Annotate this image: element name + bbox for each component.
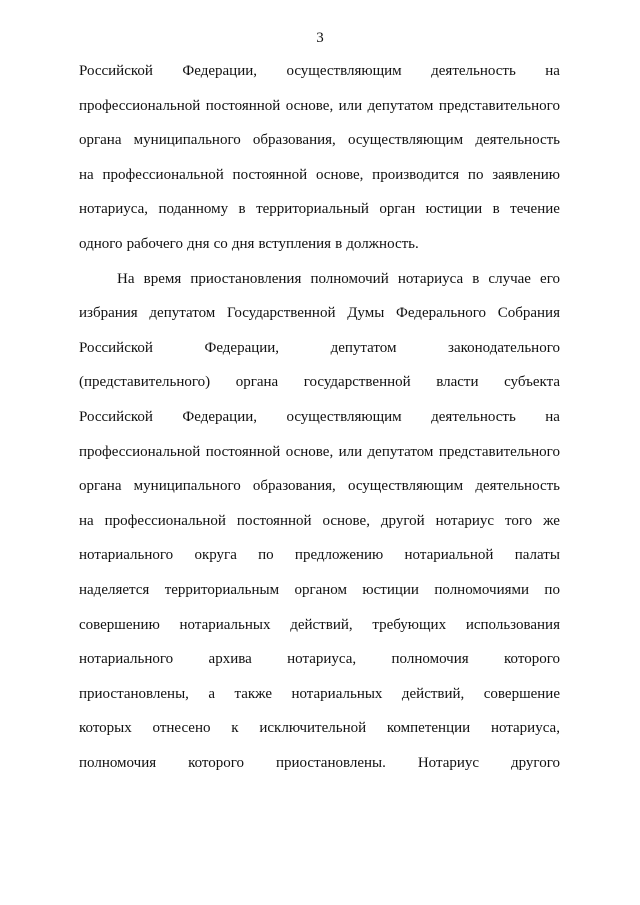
- word: постоянной: [205, 97, 281, 114]
- word: Российской: [79, 408, 153, 425]
- word: которых: [79, 720, 132, 737]
- word: осуществляющим: [347, 132, 464, 149]
- word: юстиции: [362, 581, 419, 598]
- text-line: [79, 577, 560, 612]
- word: муниципального: [133, 478, 241, 495]
- word: по: [258, 547, 274, 564]
- word: в: [335, 235, 343, 252]
- paragraph: [79, 266, 560, 785]
- word: одного: [79, 235, 123, 252]
- word: территориальным: [164, 581, 280, 598]
- word: в: [238, 201, 246, 218]
- word: или: [338, 443, 363, 460]
- word: Федерации,: [204, 339, 280, 356]
- word: власти: [436, 374, 479, 391]
- word: депутатом: [149, 305, 216, 322]
- word: Федерации,: [182, 63, 257, 79]
- word: образования,: [252, 132, 336, 149]
- word: нотариального: [79, 651, 174, 668]
- text-line: [79, 715, 560, 750]
- word: избрания: [79, 305, 138, 322]
- word: а: [208, 685, 216, 702]
- word: или: [338, 97, 363, 114]
- word: Нотариус: [417, 754, 480, 771]
- word: основе,: [315, 166, 364, 183]
- word: нотариуса,: [287, 651, 357, 668]
- word: должность.: [346, 235, 419, 252]
- word: полномочий: [310, 270, 389, 287]
- word: приостановлены,: [79, 685, 189, 702]
- word: депутатом: [367, 97, 434, 114]
- word: дня: [187, 235, 210, 252]
- word: постоянной: [205, 443, 281, 460]
- word: нотариус: [435, 512, 495, 529]
- text-line: [79, 58, 560, 93]
- word: осуществляющим: [347, 478, 464, 495]
- word: нотариуса,: [490, 720, 560, 737]
- word: наделяется: [79, 581, 150, 598]
- word: нотариальных: [179, 616, 271, 633]
- word: депутатом: [367, 443, 434, 460]
- word: время: [143, 270, 182, 287]
- text-line: [79, 231, 560, 266]
- document-body: [79, 58, 560, 784]
- word: приостановления: [190, 270, 302, 287]
- text-line: [79, 127, 560, 162]
- text-line: [79, 542, 560, 577]
- word: деятельность: [431, 408, 516, 425]
- word: совершению: [79, 616, 160, 633]
- text-line: [79, 335, 560, 370]
- word: осуществляющим: [286, 408, 402, 425]
- word: на: [545, 63, 560, 79]
- word: образования,: [252, 478, 336, 495]
- word: также: [234, 685, 272, 702]
- word: орган: [379, 201, 416, 218]
- text-line: [79, 196, 560, 231]
- word: архива: [208, 651, 252, 668]
- word: государственной: [303, 374, 411, 391]
- word: Собрания: [497, 305, 560, 322]
- word: юстиции: [425, 201, 483, 218]
- word: на: [79, 512, 94, 529]
- text-line: [79, 646, 560, 681]
- text-line: [79, 750, 560, 785]
- word: Государственной: [227, 305, 336, 322]
- word: профессиональной: [79, 97, 201, 114]
- text-line: [79, 473, 560, 508]
- word: совершение: [483, 685, 560, 702]
- word: требующих: [372, 616, 447, 633]
- text-line: [79, 162, 560, 197]
- word: постоянной: [232, 166, 308, 183]
- word: На: [117, 270, 135, 287]
- word: действий,: [401, 685, 465, 702]
- text-line: [79, 93, 560, 128]
- word: органа: [79, 132, 122, 149]
- text-line: [79, 508, 560, 543]
- word: по: [467, 166, 484, 183]
- word: по: [544, 581, 560, 598]
- text-line: [79, 404, 560, 439]
- word: представительного: [438, 443, 560, 460]
- word: в: [472, 270, 480, 287]
- word: нотариальной: [404, 547, 494, 564]
- word: округа: [194, 547, 237, 564]
- word: деятельность: [431, 63, 516, 79]
- word: другого: [510, 754, 560, 771]
- word: использования: [465, 616, 560, 633]
- word: со: [213, 235, 228, 252]
- word: которого: [188, 754, 245, 771]
- word: Российской: [79, 63, 153, 79]
- word: представительного: [438, 97, 560, 114]
- word: нотариального: [79, 547, 174, 564]
- word: полномочия: [79, 754, 157, 771]
- word: того: [505, 512, 533, 529]
- word: профессиональной: [102, 166, 224, 183]
- word: на: [545, 408, 560, 425]
- word: профессиональной: [104, 512, 226, 529]
- word: Российской: [79, 339, 153, 356]
- word: территориальный: [256, 201, 369, 218]
- word: органа: [235, 374, 279, 391]
- word: органом: [294, 581, 348, 598]
- word: нотариальных: [291, 685, 383, 702]
- paragraph: [79, 58, 560, 266]
- word: законодательного: [448, 339, 560, 356]
- word: течение: [510, 201, 560, 218]
- word: поданному: [158, 201, 229, 218]
- word: полномочия: [391, 651, 469, 668]
- word: постоянной: [236, 512, 312, 529]
- word: дня: [231, 235, 255, 252]
- word: деятельность: [475, 478, 560, 495]
- word: субъекта: [504, 374, 560, 391]
- word: отнесено: [152, 720, 211, 737]
- word: Федерального: [396, 305, 487, 322]
- word: депутатом: [330, 339, 397, 356]
- word: исключительной: [259, 720, 367, 737]
- word: (представительного): [79, 374, 211, 391]
- word: муниципального: [133, 132, 241, 149]
- word: основе,: [285, 443, 334, 460]
- word: к: [231, 720, 239, 737]
- word: приостановлены.: [275, 754, 386, 771]
- word: основе,: [322, 512, 370, 529]
- text-line: [79, 439, 560, 474]
- word: профессиональной: [79, 443, 201, 460]
- word: Федерации,: [182, 408, 257, 425]
- word: которого: [504, 651, 560, 668]
- word: заявлению: [492, 166, 560, 183]
- word: другой: [380, 512, 425, 529]
- word: палаты: [514, 547, 560, 564]
- word: предложению: [294, 547, 384, 564]
- text-line: [79, 612, 560, 647]
- word: его: [540, 270, 560, 287]
- word: нотариуса: [397, 270, 464, 287]
- word: компетенции: [386, 720, 471, 737]
- word: основе,: [285, 97, 334, 114]
- word: нотариуса,: [79, 201, 149, 218]
- text-line: [79, 300, 560, 335]
- word: случае: [488, 270, 531, 287]
- word: в: [492, 201, 500, 218]
- text-line: [79, 369, 560, 404]
- word: же: [543, 512, 560, 529]
- word: деятельность: [475, 132, 560, 149]
- word: на: [79, 166, 94, 183]
- word: рабочего: [126, 235, 183, 252]
- word: производится: [372, 166, 460, 183]
- word: Думы: [347, 305, 385, 322]
- word: действий,: [290, 616, 353, 633]
- text-line: [79, 681, 560, 716]
- word: органа: [79, 478, 122, 495]
- word: осуществляющим: [286, 63, 402, 79]
- text-line: [79, 266, 560, 301]
- word: полномочиями: [434, 581, 530, 598]
- word: вступления: [258, 235, 332, 252]
- page-number: 3: [316, 30, 324, 46]
